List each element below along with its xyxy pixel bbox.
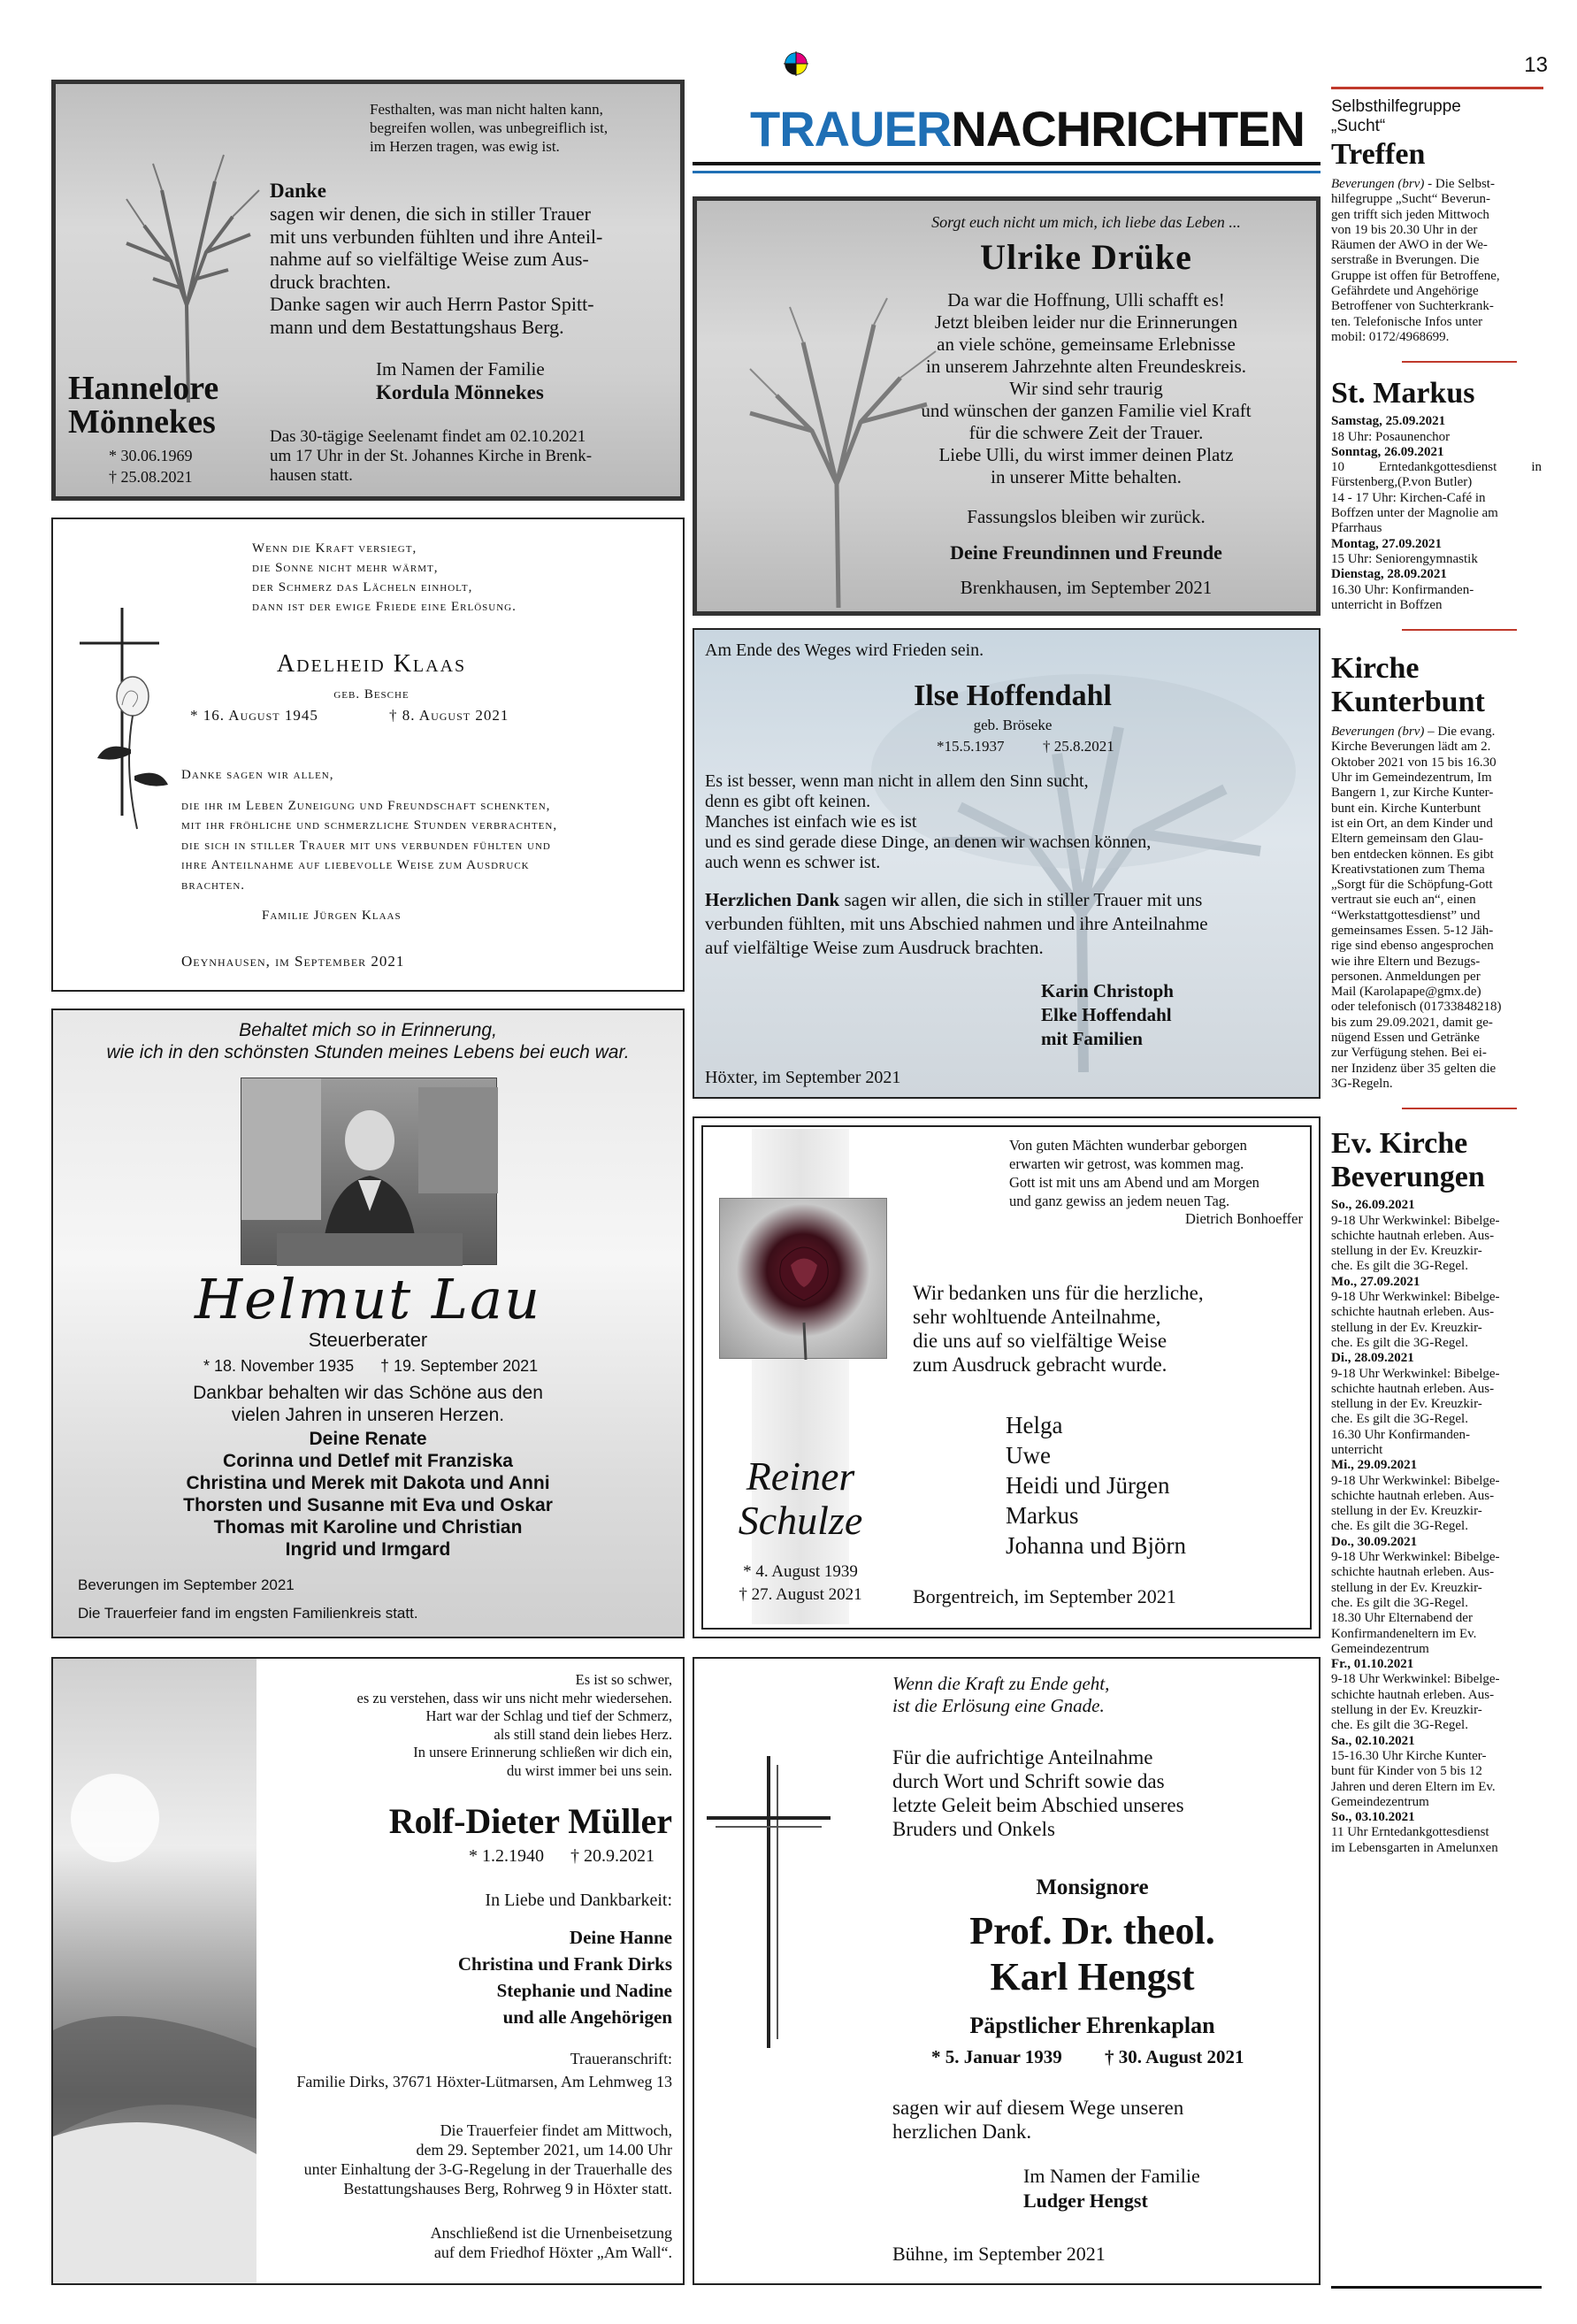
- text-line: oder telefonisch (01733848218): [1331, 1000, 1502, 1015]
- moennekes-died: † 25.08.2021: [109, 468, 193, 486]
- markus-title: St. Markus: [1331, 377, 1475, 410]
- schedule-line: 9-18 Uhr Werkwinkel: Bibelge-: [1331, 1290, 1500, 1305]
- text-line: Kirche Beverungen lädt am 2.: [1331, 740, 1491, 755]
- mueller-address: Familie Dirks, 37671 Höxter-Lütmarsen, Am Lehmweg 13: [296, 2073, 672, 2090]
- schulze-died: † 27. August 2021: [739, 1585, 862, 1604]
- quote-line: Behaltet mich so in Erinnerung,: [239, 1020, 497, 1040]
- schedule-line: 15-16.30 Uhr Kirche Kunter-: [1331, 1748, 1487, 1763]
- quote-line: In unsere Erinnerung schließen wir dich ein,: [413, 1744, 672, 1760]
- schedule-line: stellung in der Ev. Kreuzkir-: [1331, 1320, 1482, 1335]
- drueke-text: [856, 289, 1316, 488]
- hoffendahl-signatures: [1041, 979, 1174, 1051]
- quote-line: erwarten wir getrost, was kommen mag.: [1009, 1155, 1244, 1172]
- text-line: Das 30-tägige Seelenamt findet am 02.10.2021: [270, 427, 586, 446]
- moennekes-born: * 30.06.1969: [109, 447, 193, 464]
- text-line: die uns auf so vielfältige Weise: [913, 1330, 1167, 1352]
- registration-mark-icon: [784, 51, 808, 76]
- text-line: durch Wort und Schrift sowie das: [892, 1770, 1165, 1792]
- mueller-died: † 20.9.2021: [570, 1846, 655, 1866]
- text-line: brachten.: [181, 878, 246, 893]
- mueller-family: [265, 1924, 672, 2030]
- obituary-lau: [51, 1009, 685, 1638]
- sucht-kicker: [1331, 97, 1542, 136]
- schedule-line: Konfirmandeneltern im Ev.: [1331, 1626, 1477, 1641]
- schedule-line: Di., 28.09.2021: [1331, 1351, 1414, 1366]
- schulze-quote: [1009, 1136, 1259, 1210]
- schedule-line: unterricht in Boffzen: [1331, 597, 1443, 612]
- text-line: Liebe Ulli, du wirst immer deinen Platz: [938, 444, 1234, 465]
- hoffendahl-maiden: geb. Bröseke: [973, 717, 1053, 733]
- text-line: sehr wohltuende Anteilnahme,: [913, 1306, 1161, 1328]
- klaas-born: * 16. August 1945: [190, 707, 318, 724]
- text-line: Uhr im Gemeindezentrum, Im: [1331, 771, 1492, 786]
- text-line: ten. Telefonische Infos unter: [1331, 314, 1483, 329]
- schedule-line: che. Es gilt die 3G-Regel.: [1331, 1595, 1468, 1610]
- schedule-line: che. Es gilt die 3G-Regel.: [1331, 1412, 1468, 1427]
- signature-line: Karin Christoph: [1041, 980, 1174, 1001]
- quote-line: Wenn die Kraft versiegt,: [252, 541, 417, 556]
- schedule-line: che. Es gilt die 3G-Regel.: [1331, 1718, 1468, 1733]
- drueke-quote: Sorgt euch nicht um mich, ich liebe das Leben ...: [931, 213, 1241, 231]
- text-line: sagen wir auf diesem Wege unseren: [892, 2097, 1184, 2119]
- quote-line: Es ist so schwer,: [575, 1671, 672, 1688]
- schedule-line: schichte hautnah erleben. Aus-: [1331, 1228, 1495, 1243]
- obituary-hoffendahl: [693, 628, 1321, 1099]
- text-line: mit uns verbunden fühlten und ihre Anteil-: [270, 225, 603, 248]
- schedule-line: 9-18 Uhr Werkwinkel: Bibelge-: [1331, 1672, 1500, 1687]
- text-line: Es ist besser, wenn man nicht in allem den Sinn sucht,: [705, 771, 1089, 791]
- schedule-line: schichte hautnah erleben. Aus-: [1331, 1305, 1495, 1320]
- kunterbunt-title: [1331, 652, 1542, 719]
- quote-line: begreifen wollen, was unbegreiflich ist,: [370, 119, 609, 136]
- quote-line: und ganz gewiss an jedem neuen Tag.: [1009, 1193, 1230, 1209]
- text-line: Die Trauerfeier findet am Mittwoch,: [440, 2121, 672, 2139]
- schedule-line: stellung in der Ev. Kreuzkir-: [1331, 1580, 1482, 1595]
- text-line: für die schwere Zeit der Trauer.: [968, 422, 1204, 443]
- family-line: Corinna und Detlef mit Franziska: [223, 1451, 513, 1471]
- quote-line: Wenn die Kraft zu Ende geht,: [892, 1673, 1110, 1694]
- cross-with-rose-icon: [80, 608, 177, 838]
- family-line: Heidi und Jürgen: [1006, 1472, 1170, 1499]
- mueller-intro: In Liebe und Dankbarkeit:: [485, 1891, 672, 1910]
- moennekes-thanks-text: [270, 203, 602, 338]
- text-line: Bangern 1, zur Kirche Kunter-: [1331, 786, 1494, 801]
- moennekes-thanks-heading: Danke: [270, 180, 326, 202]
- schedule-line: Gemeindezentrum: [1331, 1641, 1429, 1656]
- schedule-line: Sonntag, 26.09.2021: [1331, 444, 1444, 459]
- page-number: 13: [1524, 53, 1548, 77]
- text-line: unter Einhaltung der 3-G-Regelung in der Trauerhalle des: [303, 2160, 672, 2178]
- kicker-line: „Sucht“: [1331, 117, 1386, 135]
- mueller-born: * 1.2.1940: [469, 1846, 544, 1866]
- header-rule: [1331, 87, 1543, 89]
- section-title-part2: NACHRICHTEN: [951, 101, 1305, 157]
- text-line: um 17 Uhr in der St. Johannes Kirche in Brenk-: [270, 447, 593, 465]
- klaas-died: † 8. August 2021: [389, 707, 509, 724]
- text-line: Betroffener von Suchterkrank-: [1331, 299, 1494, 314]
- schedule-line: stellung in der Ev. Kreuzkir-: [1331, 1504, 1482, 1519]
- text-line: 3G-Regeln.: [1331, 1076, 1393, 1091]
- text-line: nahme auf so vielfältige Weise zum Aus-: [270, 248, 589, 270]
- section-title-part1: TRAUER: [750, 101, 952, 157]
- family-line: Deine Hanne: [569, 1927, 672, 1948]
- schedule-line: stellung in der Ev. Kreuzkir-: [1331, 1703, 1482, 1718]
- text-line: – Die evang.: [1424, 725, 1496, 740]
- text-line: personen. Anmeldungen per: [1331, 969, 1481, 984]
- hengst-born: * 5. Januar 1939: [931, 2046, 1062, 2067]
- ev-items: [1331, 1198, 1542, 1856]
- schedule-line: Fürstenberg,(P.von Butler): [1331, 475, 1473, 490]
- schedule-line: So., 03.10.2021: [1331, 1810, 1415, 1825]
- text-line: Gefährdete und Angehörige: [1331, 284, 1479, 299]
- text-line: ben entdecken können. Es gibt: [1331, 847, 1494, 862]
- moennekes-family-name: Kordula Mönnekes: [376, 381, 544, 403]
- schedule-line: Do., 30.09.2021: [1331, 1534, 1418, 1549]
- text-line: Bestattungshauses Berg, Rohrweg 9 in Höxter statt.: [343, 2180, 672, 2197]
- text-line: ist ein Ort, an dem Kinder und: [1331, 816, 1493, 831]
- ev-title: [1331, 1127, 1542, 1194]
- schedule-line: 14 - 17 Uhr: Kirchen-Café in: [1331, 490, 1486, 505]
- portrait-photo: [241, 1078, 497, 1265]
- schedule-line: unterricht: [1331, 1443, 1383, 1457]
- quote-line: im Herzen tragen, was ewig ist.: [370, 138, 560, 155]
- text-line: ner Inzidenz über 35 gelten die: [1331, 1061, 1497, 1076]
- text-line: und wünschen der ganzen Familie viel Kraft: [921, 400, 1252, 421]
- schedule-line: 16.30 Uhr: Konfirmanden-: [1331, 582, 1474, 597]
- sidebar-divider: [1402, 1108, 1517, 1109]
- lau-text: [53, 1382, 683, 1426]
- schedule-line: bunt für Kinder von 5 bis 12: [1331, 1764, 1482, 1779]
- text-line: herzlichen Dank.: [892, 2121, 1032, 2143]
- text-line: Für die aufrichtige Anteilnahme: [892, 1746, 1153, 1768]
- schedule-line: stellung in der Ev. Kreuzkir-: [1331, 1244, 1482, 1259]
- text-line: Dankbar behalten wir das Schöne aus den: [193, 1383, 543, 1403]
- text-line: rige sind ebenso angesprochen: [1331, 939, 1494, 954]
- text-line: wie ihre Eltern und Bezugs-: [1331, 954, 1481, 969]
- quote-line: wie ich in den schönsten Stunden meines Lebens bei euch war.: [106, 1042, 630, 1062]
- family-line: Helga: [1006, 1412, 1063, 1438]
- hoffendahl-text: [705, 771, 1151, 873]
- schedule-line: 9-18 Uhr Werkwinkel: Bibelge-: [1331, 1473, 1500, 1488]
- section-title-rule-blue: [693, 171, 1321, 173]
- family-line: Ingrid und Irmgard: [285, 1539, 451, 1560]
- text-line: druck brachten.: [270, 270, 391, 293]
- text-line: vertraut sie euch an“, einen: [1331, 893, 1476, 908]
- text-line: auch wenn es schwer ist.: [705, 853, 881, 872]
- text-line: „Sorgt für die Schöpfung-Gott: [1331, 878, 1493, 893]
- moennekes-name-first: Hannelore: [68, 370, 219, 407]
- schedule-line: 9-18 Uhr Werkwinkel: Bibelge-: [1331, 1550, 1500, 1565]
- schulze-family: [1006, 1410, 1186, 1561]
- text-line: mit ihr fröhliche und schmerzliche Stunden verbrachten,: [181, 818, 558, 832]
- text-line: Danke sagen wir auch Herrn Pastor Spitt-: [270, 293, 594, 315]
- text-line: von 19 bis 20.30 Uhr in der: [1331, 222, 1478, 237]
- schulze-born: * 4. August 1939: [743, 1562, 858, 1581]
- schedule-line: 18 Uhr: Posaunenchor: [1331, 429, 1451, 444]
- klaas-quote: [252, 539, 517, 617]
- sucht-lead: Beverungen (brv): [1331, 177, 1425, 191]
- obituary-klaas: [51, 518, 685, 992]
- hengst-place-date: Bühne, im September 2021: [892, 2243, 1106, 2265]
- text-line: Kreativstationen zum Thema: [1331, 862, 1485, 877]
- text-line: in unserem Jahrzehnte alten Freundeskreis.: [925, 356, 1247, 377]
- schedule-line: im Lebensgarten in Amelunxen: [1331, 1840, 1498, 1855]
- text-line: die ihr im Leben Zuneigung und Freundschaft schenkten,: [181, 798, 551, 813]
- sidebar-divider: [1402, 629, 1517, 631]
- mueller-urn: [265, 2223, 672, 2262]
- hoffendahl-thanks-bold: Herzlichen Dank: [705, 889, 840, 910]
- lau-funeral: Die Trauerfeier fand im engsten Familienkreis statt.: [78, 1605, 418, 1622]
- section-title: [750, 102, 1325, 157]
- obituary-schulze: [693, 1116, 1321, 1638]
- text-line: Räumen der AWO in der We-: [1331, 238, 1488, 253]
- family-line: und alle Angehörigen: [502, 2006, 672, 2028]
- text-line: Manches ist einfach wie es ist: [705, 812, 917, 832]
- schedule-line: stellung in der Ev. Kreuzkir-: [1331, 1397, 1482, 1412]
- sidebar-divider: [1402, 361, 1517, 363]
- sidebar: [1331, 97, 1542, 2291]
- text-line: hausen statt.: [270, 466, 353, 485]
- sidebar-bottom-rule: [1331, 2286, 1542, 2289]
- lau-died: † 19. September 2021: [380, 1357, 539, 1375]
- hoffendahl-thanks: [705, 888, 1208, 960]
- text-line: dem 29. September 2021, um 14.00 Uhr: [416, 2141, 672, 2159]
- text-line: bis zum 29.09.2021, damit ge-: [1331, 1015, 1493, 1030]
- text-line: mobil: 0172/4968699.: [1331, 329, 1450, 344]
- schedule-line: Fr., 01.10.2021: [1331, 1657, 1414, 1672]
- hoffendahl-name: Ilse Hoffendahl: [914, 679, 1112, 712]
- sucht-text: [1331, 177, 1542, 345]
- family-line: Deine Renate: [309, 1429, 427, 1449]
- text-line: nügend Essen und Getränke: [1331, 1031, 1480, 1046]
- hoffendahl-died: † 25.8.2021: [1043, 738, 1114, 755]
- klaas-text: [181, 765, 557, 895]
- title-line: Ev. Kirche: [1331, 1127, 1468, 1161]
- quote-line: Hart war der Schlag und tief der Schmerz,: [425, 1707, 672, 1724]
- klaas-place-date: Oeynhausen, im September 2021: [181, 953, 405, 970]
- text-line: die sich in stiller Trauer mit uns verbunden fühlten und: [181, 838, 551, 853]
- tree-illustration: [73, 137, 303, 403]
- text-line: auf vielfältige Weise zum Ausdruck brachten.: [705, 937, 1044, 958]
- quote-line: ist die Erlösung eine Gnade.: [892, 1695, 1105, 1716]
- klaas-maiden: geb. Besche: [333, 687, 410, 702]
- text-line: ihre Anteilnahme auf liebevolle Weise zum Ausdruck: [181, 858, 530, 872]
- family-line: Johanna und Björn: [1006, 1532, 1186, 1559]
- schedule-line: 15 Uhr: Seniorengymnastik: [1331, 551, 1478, 566]
- mueller-address-label: Traueranschrift:: [570, 2050, 672, 2067]
- text-line: Anschließend ist die Urnenbeisetzung: [430, 2224, 672, 2242]
- text-line: Da war die Hoffnung, Ulli schafft es!: [947, 289, 1225, 311]
- quote-line: du wirst immer bei uns sein.: [507, 1761, 672, 1779]
- text-line: Oktober 2021 von 15 bis 16.30: [1331, 755, 1497, 770]
- mueller-funeral: [186, 2121, 672, 2198]
- text-line: “Werkstattgottesdienst” und: [1331, 908, 1481, 923]
- kunterbunt-text: [1331, 725, 1542, 1092]
- hengst-died: † 30. August 2021: [1105, 2046, 1244, 2067]
- lau-quote: [53, 1019, 683, 1063]
- markus-items: [1331, 414, 1542, 613]
- rose-photo: [719, 1198, 887, 1359]
- hengst-title: Monsignore: [1036, 1875, 1149, 1899]
- quote-line: Festhalten, was man nicht halten kann,: [370, 101, 603, 118]
- section-title-rule: [693, 162, 1321, 165]
- lau-born: * 18. November 1935: [203, 1357, 355, 1375]
- hengst-family-intro: Im Namen der Familie: [1023, 2165, 1200, 2187]
- hengst-name-line2: Karl Hengst: [990, 1955, 1195, 1998]
- schedule-line: Sa., 02.10.2021: [1331, 1733, 1415, 1748]
- text-line: Jetzt bleiben leider nur die Erinnerungen: [934, 311, 1238, 333]
- schedule-line: Samstag, 25.09.2021: [1331, 414, 1446, 429]
- text-line: Gruppe ist offen für Betroffene,: [1331, 268, 1500, 283]
- schedule-line: 9-18 Uhr Werkwinkel: Bibelge-: [1331, 1213, 1500, 1228]
- cross-icon: [707, 1756, 831, 2048]
- klaas-name: Adelheid Klaas: [276, 650, 467, 678]
- moennekes-name-last: Mönnekes: [68, 403, 216, 441]
- text-line: Mail (Karolapape@gmx.de): [1331, 985, 1481, 1000]
- lau-place-date: Beverungen im September 2021: [78, 1576, 295, 1593]
- schulze-name-first: Reiner: [746, 1453, 855, 1499]
- text-line: gen trifft sich jeden Mittwoch: [1331, 207, 1489, 222]
- text-line: an viele schöne, gemeinsame Erlebnisse: [937, 334, 1236, 355]
- schedule-line: 16.30 Uhr Konfirmanden-: [1331, 1427, 1471, 1442]
- lau-name: Helmut Lau: [195, 1267, 541, 1331]
- hengst-family-name: Ludger Hengst: [1023, 2190, 1148, 2212]
- kicker-line: Selbsthilfegruppe: [1331, 97, 1461, 116]
- drueke-name: Ulrike Drüke: [980, 237, 1192, 277]
- schedule-line: che. Es gilt die 3G-Regel.: [1331, 1519, 1468, 1534]
- title-line: Beverungen: [1331, 1161, 1485, 1194]
- family-line: Uwe: [1006, 1442, 1051, 1469]
- schedule-line: Pfarrhaus: [1331, 521, 1382, 536]
- family-line: Christina und Frank Dirks: [457, 1953, 672, 1975]
- klaas-family: Familie Jürgen Klaas: [262, 909, 402, 923]
- schedule-line: Montag, 27.09.2021: [1331, 536, 1442, 551]
- schedule-line: So., 26.09.2021: [1331, 1198, 1415, 1213]
- hoffendahl-quote: Am Ende des Weges wird Frieden sein.: [705, 640, 984, 660]
- moennekes-quote: [370, 100, 608, 156]
- text-line: serstraße in Bverungen. Die: [1331, 253, 1480, 268]
- obituary-drueke: [693, 196, 1321, 616]
- schedule-line: 18.30 Uhr Elternabend der: [1331, 1611, 1473, 1626]
- text-line: in unserer Mitte behalten.: [991, 466, 1182, 487]
- schedule-line: 9-18 Uhr Werkwinkel: Bibelge-: [1331, 1366, 1500, 1381]
- title-line: Kunterbunt: [1331, 686, 1485, 719]
- family-line: Markus: [1006, 1502, 1079, 1529]
- schedule-line: schichte hautnah erleben. Aus-: [1331, 1488, 1495, 1503]
- text-line: sagen wir denen, die sich in stiller Trauer: [270, 203, 591, 225]
- mueller-name: Rolf-Dieter Müller: [388, 1801, 672, 1841]
- schulze-place-date: Borgentreich, im September 2021: [913, 1585, 1176, 1607]
- text-line: Bruders und Onkels: [892, 1818, 1055, 1840]
- quote-line: dann ist der ewige Friede eine Erlösung.: [252, 600, 517, 614]
- text-line: Danke sagen wir allen,: [181, 768, 334, 782]
- schedule-line: Mi., 29.09.2021: [1331, 1458, 1418, 1473]
- schedule-line: 11 Uhr Erntedankgottesdienst: [1331, 1825, 1489, 1840]
- schedule-line: Gemeindezentrum: [1331, 1794, 1429, 1809]
- hoffendahl-born: *15.5.1937: [937, 738, 1005, 755]
- quote-line: es zu verstehen, dass wir uns nicht mehr wiedersehen.: [356, 1689, 672, 1707]
- text-line: auf dem Friedhof Höxter „Am Wall“.: [433, 2243, 672, 2261]
- family-line: Stephanie und Nadine: [496, 1980, 672, 2001]
- text-line: hilfegruppe „Sucht“ Beverun-: [1331, 192, 1490, 207]
- drueke-signature: Deine Freundinnen und Freunde: [950, 541, 1222, 564]
- text-line: vielen Jahren in unseren Herzen.: [231, 1405, 505, 1425]
- text-line: verbunden fühlten, mit uns Abschied nahmen und ihre Anteilnahme: [705, 913, 1208, 934]
- schulze-text: [913, 1281, 1204, 1377]
- text-line: zum Ausdruck gebracht wurde.: [913, 1354, 1167, 1376]
- text-line: bunt ein. Kirche Kunterbunt: [1331, 801, 1481, 816]
- family-line: Thomas mit Karoline und Christian: [213, 1517, 523, 1538]
- schulze-quote-author: Dietrich Bonhoeffer: [1184, 1210, 1303, 1227]
- quote-line: Gott ist mit uns am Abend und am Morgen: [1009, 1174, 1259, 1191]
- obituary-moennekes: [51, 80, 685, 501]
- text-line: Wir bedanken uns für die herzliche,: [913, 1282, 1204, 1304]
- quote-line: Von guten Mächten wunderbar geborgen: [1009, 1137, 1247, 1154]
- kunterbunt-lead: Beverungen (brv): [1331, 725, 1425, 740]
- schedule-line: che. Es gilt die 3G-Regel.: [1331, 1335, 1468, 1350]
- text-line: mann und dem Bestattungshaus Berg.: [270, 315, 564, 338]
- quote-line: die Sonne nicht mehr wärmt,: [252, 561, 439, 575]
- schedule-line: schichte hautnah erleben. Aus-: [1331, 1381, 1495, 1396]
- schedule-line: schichte hautnah erleben. Aus-: [1331, 1687, 1495, 1702]
- obituary-hengst: [693, 1657, 1321, 2285]
- schedule-line: 10 Erntedankgottesdienst in: [1331, 460, 1542, 475]
- schedule-line: Boffzen unter der Magnolie am: [1331, 506, 1498, 521]
- text-line: sagen wir allen, die sich in stiller Trauer mit uns: [839, 889, 1203, 910]
- drueke-closing: Fassungslos bleiben wir zurück.: [967, 506, 1206, 527]
- text-line: Eltern gemeinsam den Glau-: [1331, 832, 1484, 847]
- drueke-place-date: Brenkhausen, im September 2021: [960, 577, 1213, 598]
- moennekes-family-intro: Im Namen der Familie: [376, 358, 545, 380]
- hengst-honor: Päpstlicher Ehrenkaplan: [969, 2013, 1215, 2038]
- schulze-name-last: Schulze: [738, 1498, 863, 1543]
- quote-line: der Schmerz das Lächeln einholt,: [252, 580, 473, 594]
- quote-line: als still stand dein liebes Herz.: [494, 1725, 672, 1743]
- hoffendahl-place-date: Höxter, im September 2021: [705, 1068, 901, 1087]
- schedule-line: Jahren und deren Eltern im Ev.: [1331, 1779, 1496, 1794]
- schedule-line: Dienstag, 28.09.2021: [1331, 567, 1447, 582]
- schedule-line: che. Es gilt die 3G-Regel.: [1331, 1259, 1468, 1274]
- text-line: letzte Geleit beim Abschied unseres: [892, 1794, 1184, 1816]
- hengst-quote: [892, 1673, 1109, 1717]
- hengst-text: [892, 1745, 1184, 1841]
- title-line: Kirche: [1331, 652, 1420, 686]
- lau-family: [53, 1428, 683, 1561]
- signature-line: Elke Hoffendahl: [1041, 1004, 1172, 1025]
- text-line: - Die Selbst-: [1424, 177, 1495, 191]
- text-line: zur Verfügung stehen. Bei ei-: [1331, 1046, 1487, 1061]
- mueller-quote: [265, 1671, 672, 1780]
- obituary-mueller: [51, 1657, 685, 2285]
- signature-line: mit Familien: [1041, 1028, 1143, 1049]
- sucht-title: Treffen: [1331, 138, 1426, 171]
- hengst-thanks: [892, 2096, 1183, 2144]
- family-line: Christina und Merek mit Dakota und Anni: [186, 1473, 550, 1493]
- text-line: Wir sind sehr traurig: [1009, 378, 1163, 399]
- schedule-line: schichte hautnah erleben. Aus-: [1331, 1565, 1495, 1580]
- text-line: denn es gibt oft keinen.: [705, 792, 871, 811]
- text-line: gemeinsames Essen. 5-12 Jäh-: [1331, 923, 1494, 938]
- moennekes-mass: [270, 427, 592, 486]
- lau-profession: Steuerberater: [308, 1329, 428, 1351]
- text-line: und es sind gerade diese Dinge, an denen wir wachsen können,: [705, 832, 1152, 852]
- hengst-name-line1: Prof. Dr. theol.: [969, 1909, 1215, 1952]
- family-line: Thorsten und Susanne mit Eva und Oskar: [183, 1495, 553, 1515]
- schedule-line: Mo., 27.09.2021: [1331, 1274, 1420, 1289]
